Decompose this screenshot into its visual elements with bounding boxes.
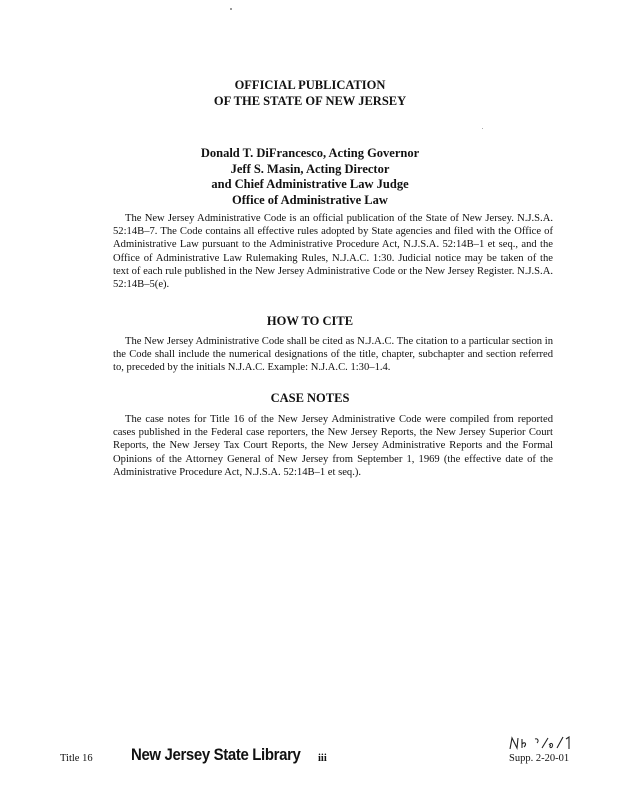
footer-title-label: Title 16 (60, 753, 93, 764)
title-line-2: OF THE STATE OF NEW JERSEY (213, 94, 407, 108)
director-line: Jeff S. Masin, Acting Director (230, 161, 390, 176)
office-line: Office of Administrative Law (232, 192, 388, 207)
case-notes-heading: CASE NOTES (270, 391, 350, 405)
scan-speck (482, 128, 483, 129)
judge-line: and Chief Administrative Law Judge (211, 177, 409, 191)
scan-speck (230, 8, 232, 10)
library-stamp: New Jersey State Library (131, 745, 301, 764)
governor-line: Donald T. DiFrancesco, Acting Governor (200, 146, 420, 160)
title-line-1: OFFICIAL PUBLICATION (234, 78, 386, 92)
case-notes-paragraph: The case notes for Title 16 of the New Jersey Administrative Code were compiled from reported cases published in the Federal case reporters, the New Jersey Reports, the New Jersey Superior Court Reports, the New Jersey Tax Court Reports, the New Jersey Administrative Reports and the Formal Opinions of the Attorney General of New Jersey from September 1, 1969 (the effective date of the Administrative Procedure Act, N.J.S.A. 52:14B–1 et seq.). (113, 414, 553, 478)
officials-block (0, 146, 620, 208)
how-to-cite-paragraph: The New Jersey Administrative Code shall be cited as N.J.A.C. The citation to a particular section in the Code shall include the numerical designations of the title, chapter, subchapter and section referred to, preceded by the initials N.J.A.C. Example: N.J.A.C. 1:30–1.4. (113, 336, 553, 374)
page-number: iii (318, 753, 327, 764)
handwritten-initials-mark (508, 733, 578, 753)
supplement-date: Supp. 2-20-01 (509, 753, 570, 764)
publication-title (0, 77, 620, 109)
intro-paragraph: The New Jersey Administrative Code is an official publication of the State of New Jersey. N.J.S.A. 52:14B–7. The Code contains all effective rules adopted by State agencies and filed with the Office of Administrative Law pursuant to the Administrative Procedure Act, N.J.S.A. 52:14B–1 et seq., and the Office of Administrative Law Rulemaking Rules, N.J.A.C. 1:30. Judicial notice may be taken of the text of each rule published in the New Jersey Administrative Code or the New Jersey Register. N.J.S.A. 52:14B–5(e). (113, 213, 553, 291)
how-to-cite-heading: HOW TO CITE (266, 314, 354, 328)
